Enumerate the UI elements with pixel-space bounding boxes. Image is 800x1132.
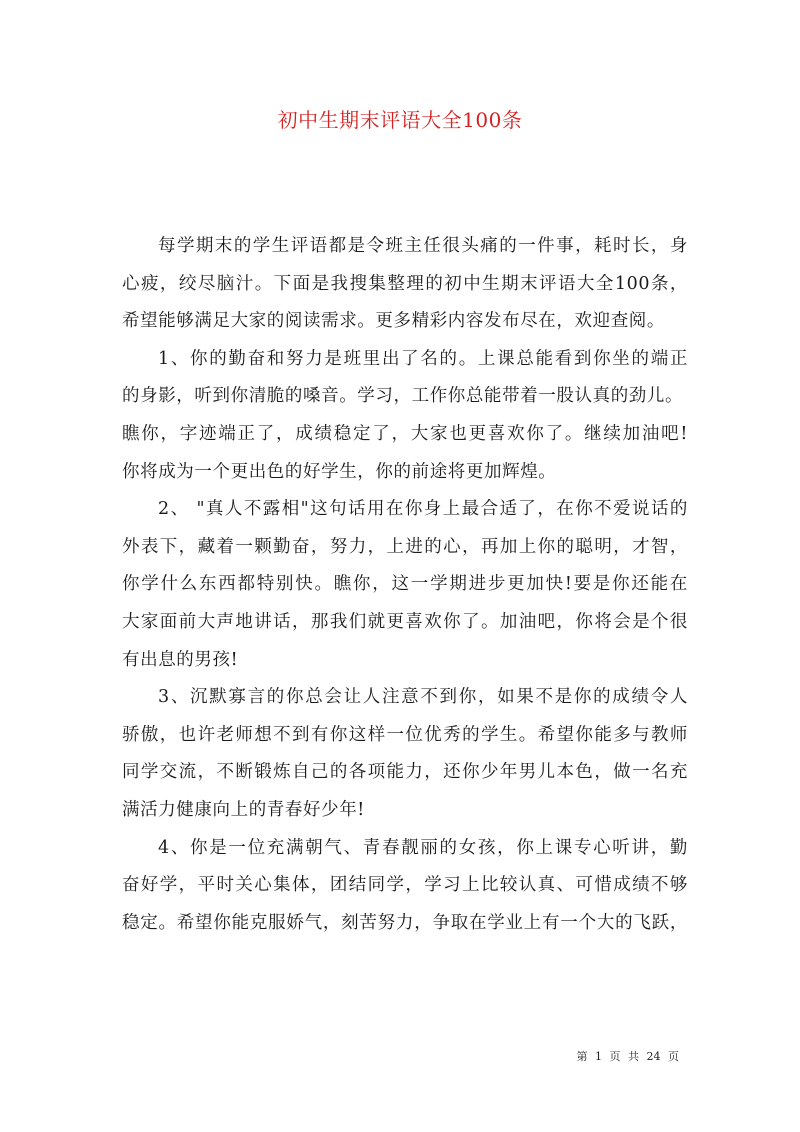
paragraph-line: 2、 "真人不露相"这句话用在你身上最合适了，在你不爱说话的 bbox=[158, 499, 688, 520]
document-body bbox=[122, 228, 688, 942]
paragraph-line: 你将成为一个更出色的好学生，你的前途将更加辉煌。 bbox=[122, 461, 557, 482]
paragraph-line: 心疲，绞尽脑汁。下面是我搜集整理的初中生期末评语大全100条， bbox=[122, 273, 688, 294]
document-title: 初中生期末评语大全100条 bbox=[277, 108, 523, 132]
paragraph-line: 大家面前大声地讲话，那我们就更喜欢你了。加油吧，你将会是个很 bbox=[122, 611, 688, 632]
paragraph-line: 稳定。希望你能克服娇气，刻苦努力，争取在学业上有一个大的飞跃， bbox=[122, 912, 688, 933]
total-label-prefix: 共 bbox=[628, 1050, 639, 1063]
paragraph-line: 的身影，听到你清脆的嗓音。学习，工作你总能带着一股认真的劲儿。 bbox=[122, 386, 684, 407]
paragraph-line: 外表下，藏着一颗勤奋，努力，上进的心，再加上你的聪明，才智， bbox=[122, 536, 688, 557]
paragraph-line: 有出息的男孩! bbox=[122, 649, 239, 670]
current-page-number: 1 bbox=[595, 1050, 602, 1063]
paragraph-line: 奋好学，平时关心集体，团结同学，学习上比较认真、可惜成绩不够 bbox=[122, 875, 688, 896]
paragraph-line: 1、你的勤奋和努力是班里出了名的。上课总能看到你坐的端正 bbox=[158, 348, 688, 369]
paragraph-line: 同学交流，不断锻炼自己的各项能力，还你少年男儿本色，做一名充 bbox=[122, 762, 688, 783]
paragraph-line: 每学期末的学生评语都是令班主任很头痛的一件事，耗时长，身 bbox=[158, 236, 688, 256]
page-label-prefix: 第 bbox=[576, 1050, 588, 1063]
paragraph-line: 4、你是一位充满朝气、青春靓丽的女孩，你上课专心听讲，勤 bbox=[158, 837, 688, 858]
paragraph-line: 3、沉默寡言的你总会让人注意不到你，如果不是你的成绩令人 bbox=[158, 687, 688, 708]
paragraph-line: 希望能够满足大家的阅读需求。更多精彩内容发布尽在，欢迎查阅。 bbox=[122, 311, 665, 332]
total-page-count: 24 bbox=[646, 1050, 661, 1063]
total-label-unit: 页 bbox=[668, 1050, 679, 1063]
paragraph-line: 骄傲，也许老师想不到有你这样一位优秀的学生。希望你能多与教师 bbox=[122, 724, 688, 745]
page-label-unit: 页 bbox=[609, 1050, 621, 1063]
paragraph-line: 满活力健康向上的青春好少年! bbox=[122, 799, 365, 820]
paragraph-line: 你学什么东西都特别快。瞧你，这一学期进步更加快!要是你还能在 bbox=[122, 574, 688, 595]
paragraph-line: 瞧你，字迹端正了，成绩稳定了，大家也更喜欢你了。继续加油吧! bbox=[122, 423, 688, 444]
page-footer bbox=[0, 1048, 800, 1064]
